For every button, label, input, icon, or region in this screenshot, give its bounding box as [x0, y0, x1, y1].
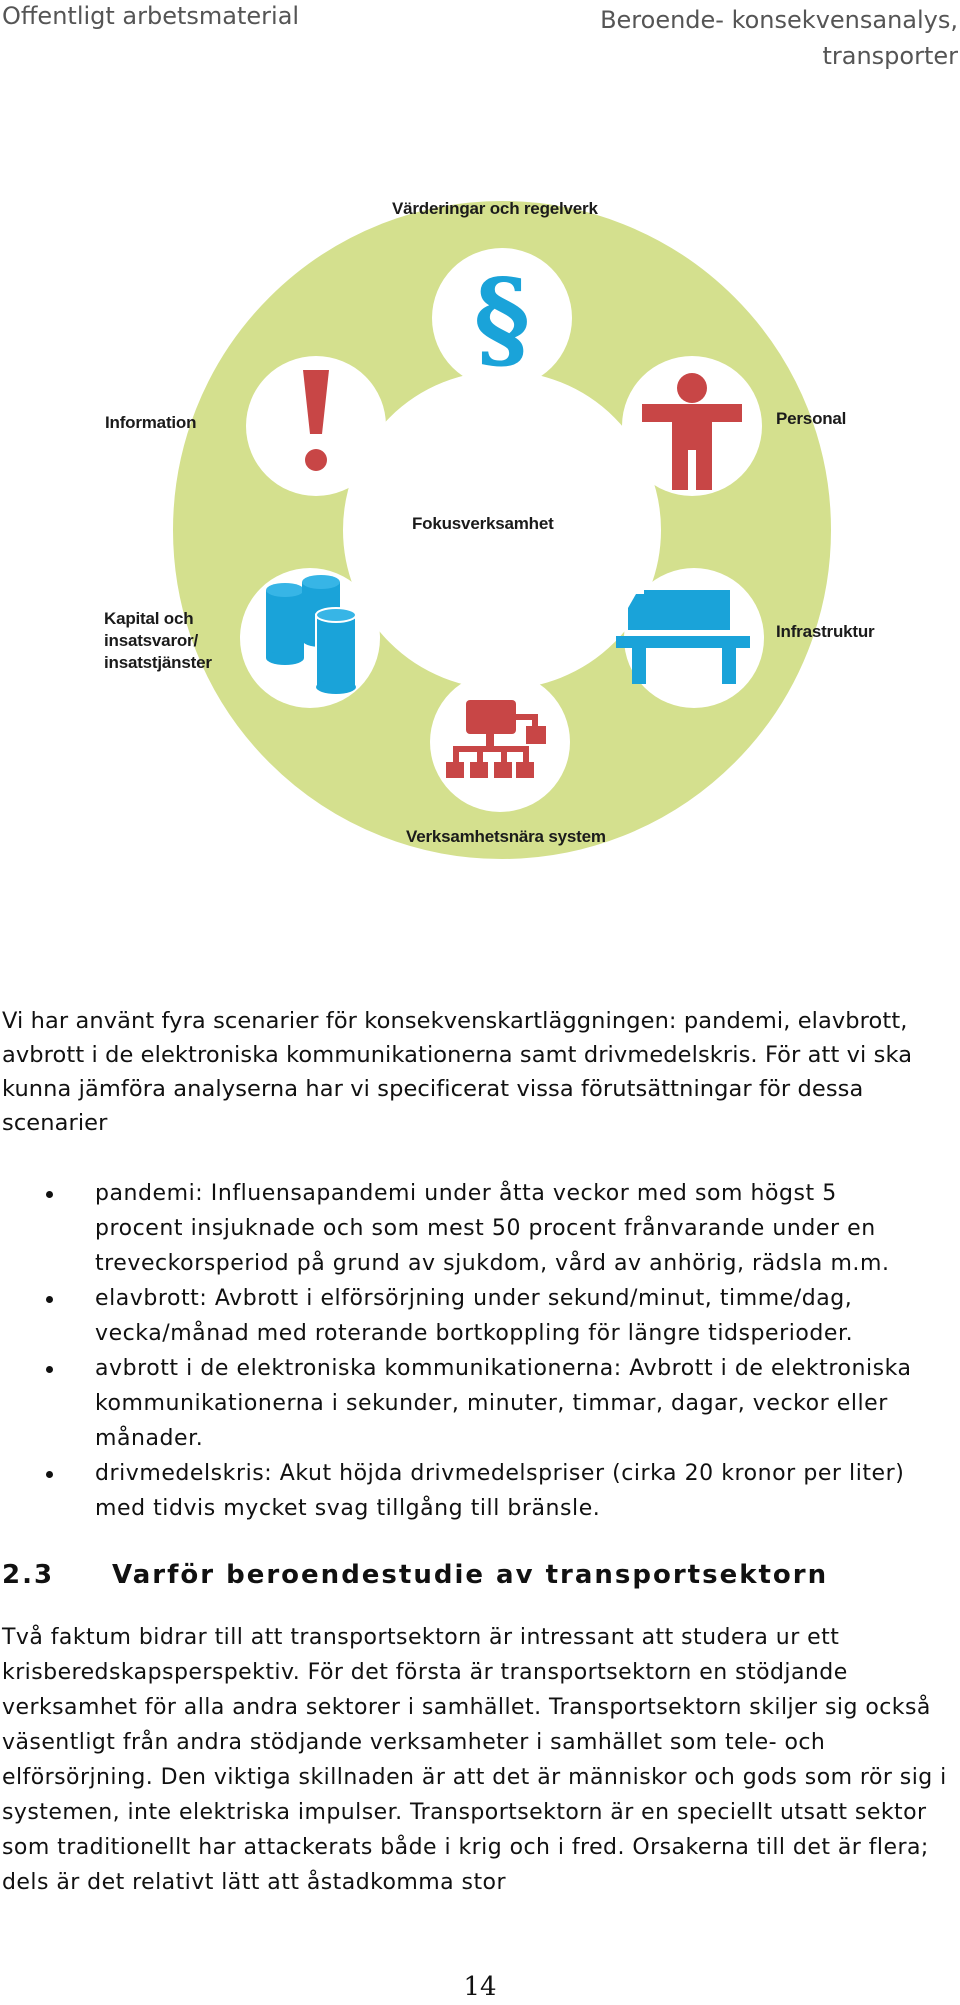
list-item	[0, 1351, 960, 1456]
list-item-text: elavbrott: Avbrott i elförsörjning under sekund/minut, timme/dag, vecka/månad med roterande bortkoppling för längre tidsperioder.	[95, 1286, 854, 1346]
header-right-text: Beroende- konsekvensanalys, transporter	[600, 6, 958, 70]
section-number: 2.3	[2, 1560, 55, 1590]
person-icon	[622, 356, 762, 496]
databases-icon	[240, 568, 380, 708]
list-item	[0, 1176, 960, 1281]
body-paragraph: Två faktum bidrar till att transportsektorn är intressant att studera ur ett krisberedskapsperspektiv. För det första är transportsektorn en stödjande verksamhet för alla andra sektorer i samhället. Transportsektorn skiljer sig också väsentligt från andra stödjande verksamheter i samhället som tele- och elförsörjning. Den viktiga skillnaden är att det är människor och gods som rör sig i systemen, inte elektriska impulser. Transportsektorn är en speciellt utsatt sektor som traditionellt har attackerats både i krig och i fred. Orsakerna till det är flera; dels är det relativt lätt att åstadkomma stor	[2, 1625, 947, 1895]
page-number: 14	[463, 1972, 497, 2002]
header-left-text: Offentligt arbetsmaterial	[2, 2, 300, 30]
bullet-dot	[46, 1471, 53, 1478]
section-title: Varför beroendestudie av transportsektorn	[112, 1560, 829, 1590]
bullet-dot	[46, 1296, 53, 1303]
label-infrastructure: Infrastruktur	[776, 622, 875, 641]
scenario-list	[0, 1176, 960, 1526]
dependency-diagram	[0, 190, 960, 870]
list-item-text: avbrott i de elektroniska kommunikationerna: Avbrott i de elektroniska kommunikationerna i sekunder, minuter, timmar, dagar, veckor eller månader.	[95, 1356, 912, 1451]
list-item-text: pandemi: Influensapandemi under åtta veckor med som högst 5 procent insjuknade och som mest 50 procent frånvarande under en treveckorsperiod på grund av sjukdom, vård av anhörig, rädsla m.m.	[95, 1181, 890, 1276]
page-header	[0, 0, 960, 80]
paragraph-icon	[432, 248, 572, 388]
bullet-dot	[46, 1366, 53, 1373]
intro-paragraph: Vi har använt fyra scenarier för konsekvenskartläggningen: pandemi, elavbrott, avbrott i de elektroniska kommunikationerna samt drivmedelskris. För att vi ska kunna jämföra analyserna har vi specificerat vissa förutsättningar för dessa scenarier	[2, 1008, 913, 1136]
org-chart-icon	[430, 672, 570, 812]
svg-text:§: §	[473, 256, 531, 382]
list-item	[0, 1281, 960, 1351]
label-focus-operation: Fokusverksamhet	[412, 514, 554, 533]
label-values-regulations: Värderingar och regelverk	[392, 199, 598, 218]
list-item-text: drivmedelskris: Akut höjda drivmedelspriser (cirka 20 kronor per liter) med tidvis mycket svag tillgång till bränsle.	[95, 1461, 905, 1521]
label-personnel: Personal	[776, 409, 847, 428]
list-item	[0, 1456, 960, 1526]
label-capital-inputs: Kapital och insatsvaror/ insatstjänster	[104, 609, 212, 672]
exclamation-icon	[246, 356, 386, 496]
section-heading	[2, 1560, 828, 1590]
label-operational-systems: Verksamhetsnära system	[406, 827, 606, 846]
label-information: Information	[105, 413, 197, 432]
bullet-dot	[46, 1191, 53, 1198]
